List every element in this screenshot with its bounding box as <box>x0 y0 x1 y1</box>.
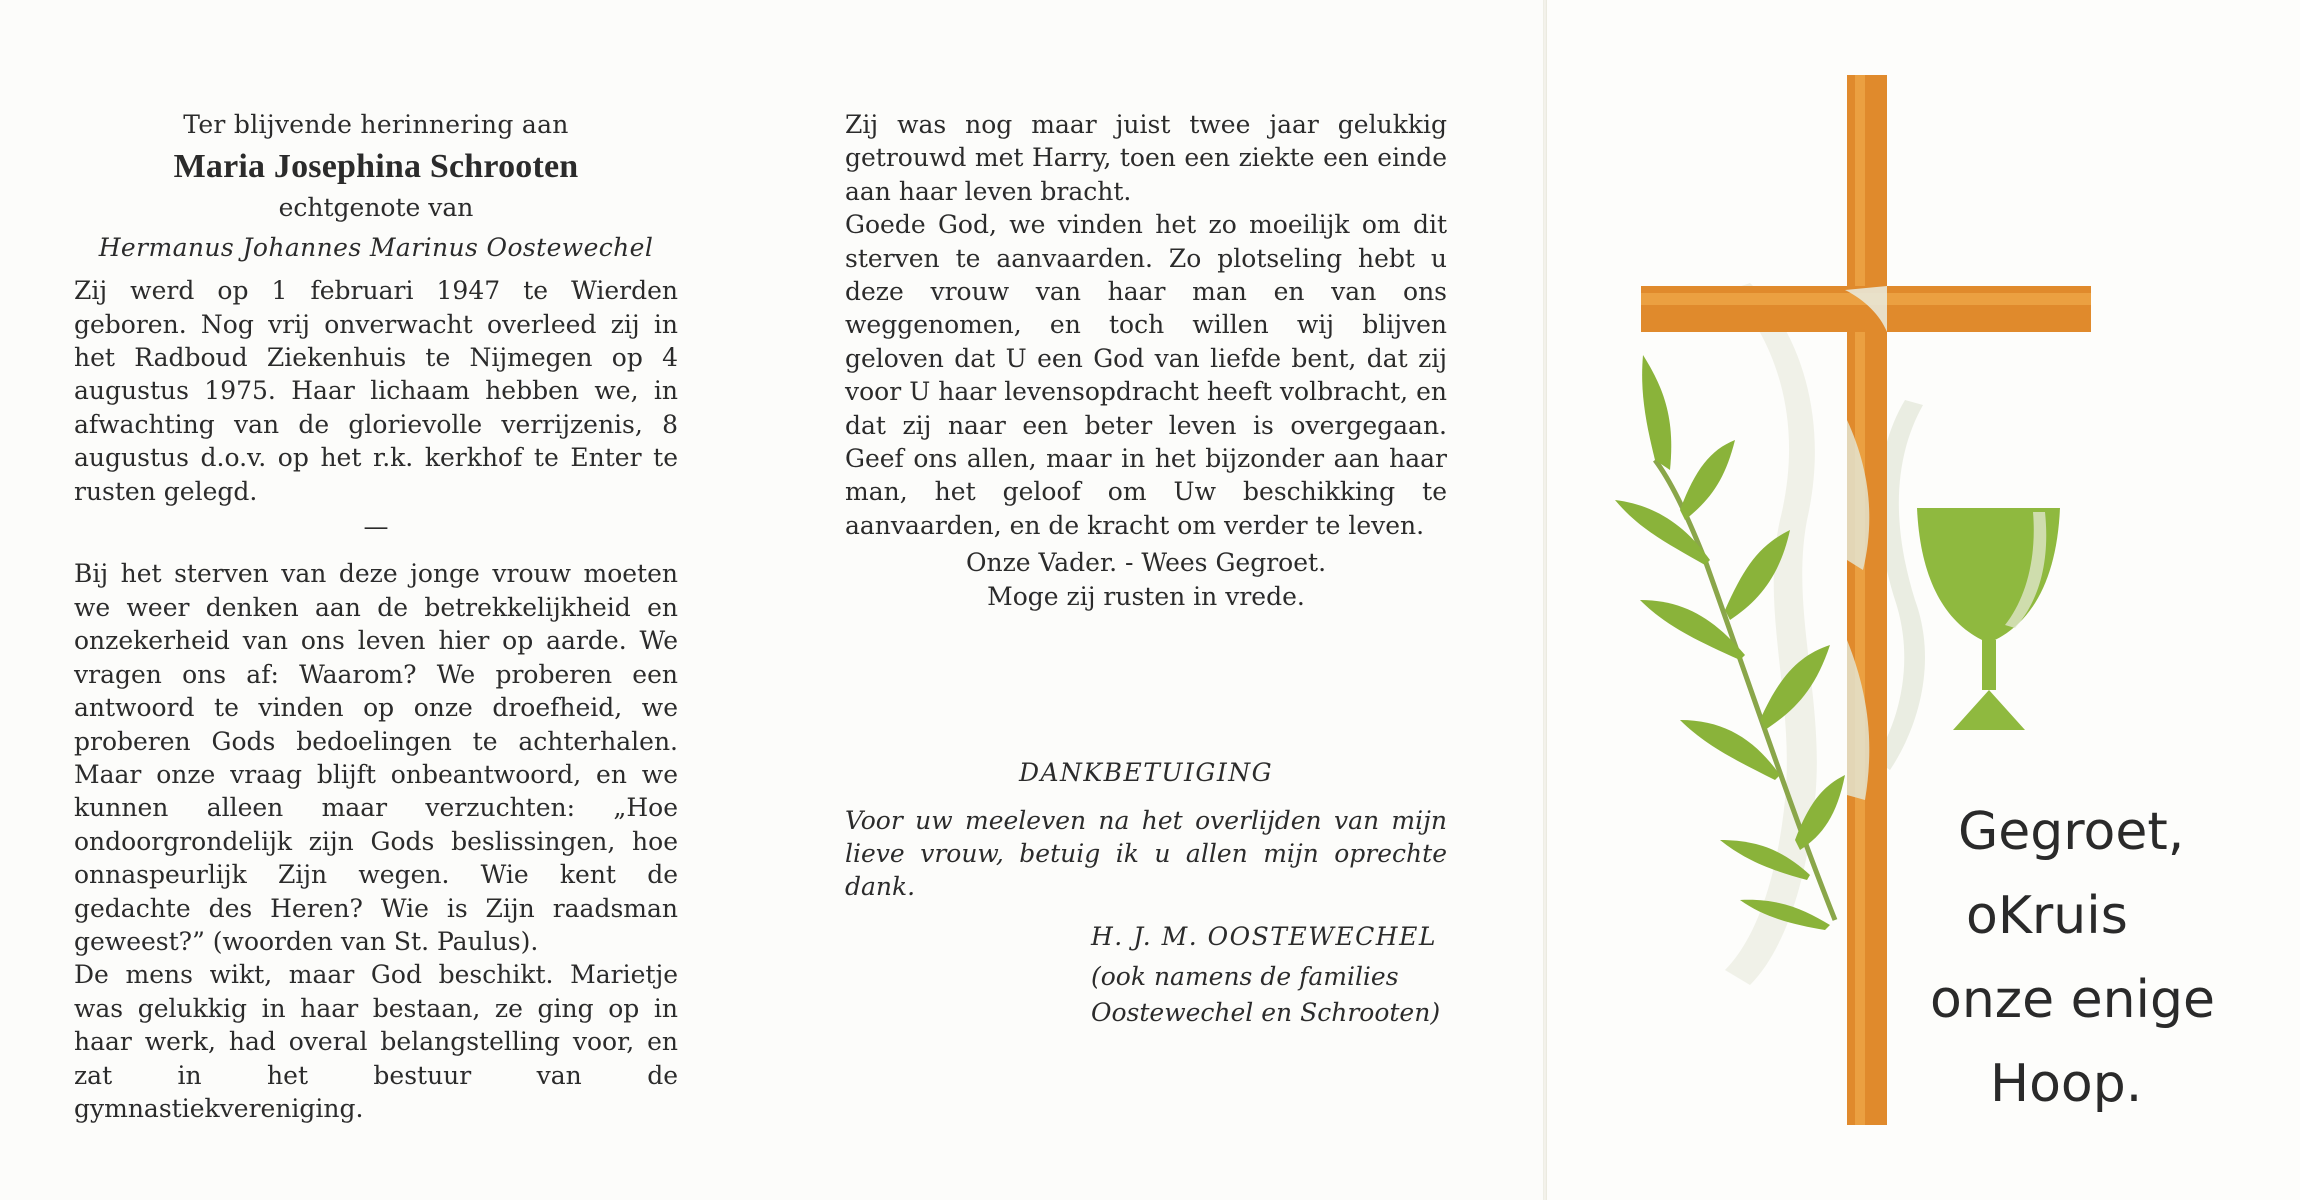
signature: H. J. M. OOSTEWECHEL <box>1091 921 1437 951</box>
marriage-paragraph: Zij was nog maar juist twee jaar gelukkig getrouwd met Harry, toen een ziekte een einde aan haar leven bracht. <box>845 110 1447 206</box>
card-fold <box>1543 0 1547 1200</box>
reflection-paragraph: Bij het sterven van deze jonge vrouw moeten we weer denken aan de betrekkelijkheid en onzekerheid van ons leven hier op aarde. We vragen ons af: Waarom? We proberen een antwoord te vinden op onze droefheid, we proberen Gods bedoelingen te achterhalen. Maar onze vraag blijft onbeantwoord, en we kunnen alleen maar verzuchten: „Hoe ondoorgrondelijk zijn Gods beslissingen, hoe onnaspeurlijk Zijn wegen. Wie kent de gedachte des Heren? Wie is Zijn raadsman geweest?” (woorden van St. Paulus). <box>74 559 678 956</box>
families-line-2: Oostewechel en Schrooten) <box>1091 998 1441 1028</box>
deceased-name: Maria Josephina Schrooten <box>173 148 579 186</box>
motto-line-4: Hoop. <box>1990 1054 2143 1114</box>
middle-column <box>845 108 1447 1031</box>
prayer-line-1: Onze Vader. - Wees Gegroet. <box>965 548 1327 578</box>
left-column <box>74 108 678 1125</box>
separator-dash: — <box>363 512 389 542</box>
biography-paragraph: Zij werd op 1 februari 1947 te Wierden geboren. Nog vrij onverwacht overleed zij in het Radboud Ziekenhuis te Nijmegen op 4 augustus 1975. Haar lichaam hebben we, in afwachting van de glorievolle verrijzenis, 8 augustus d.o.v. op het r.k. kerkhof te Enter te rusten gelegd. <box>74 276 678 506</box>
families-line-1: (ook namens de families <box>1091 962 1399 992</box>
spouse-name: Hermanus Johannes Marinus Oostewechel <box>98 232 654 262</box>
spouse-of-label: echtgenote van <box>278 193 474 223</box>
cross-vertical-beam <box>1847 75 1887 1125</box>
motto-line-2: oKruis <box>1966 886 2128 946</box>
prayer-paragraph: Goede God, we vinden het zo moeilijk om dit sterven te aanvaarden. Zo plotseling hebt u deze vrouw van haar man en van ons weggenomen, en toch willen wij blijven geloven dat U een God van liefde bent, dat zij voor U haar levensopdracht heeft volbracht, en dat zij naar een beter leven is overgegaan. Geef ons allen, maar in het bijzonder aan haar man, het geloof om Uw beschikking te aanvaarden, en de kracht om verder te leven. <box>845 210 1447 540</box>
thanks-title: DANKBETUIGING <box>1018 758 1274 788</box>
intro-line: Ter blijvende herinnering aan <box>183 110 569 139</box>
thanks-text: Voor uw meeleven na het overlijden van mijn lieve vrouw, betuig ik u allen mijn oprechte dank. <box>845 805 1447 902</box>
cover-motto <box>1890 790 2270 1126</box>
personal-paragraph: De mens wikt, maar God beschikt. Marietje was gelukkig in haar bestaan, ze ging op in haar werk, had overal belangstelling voor, en zat in het bestuur van de gymnastiekvereniging. <box>74 960 678 1123</box>
ribbon-shape <box>1725 283 1817 985</box>
motto-line-3: onze enige <box>1930 970 2215 1030</box>
cross-vertical-highlight <box>1855 75 1865 1125</box>
prayer-line-2: Moge zij rusten in vrede. <box>987 581 1305 611</box>
motto-line-1: Gegroet, <box>1958 802 2185 862</box>
